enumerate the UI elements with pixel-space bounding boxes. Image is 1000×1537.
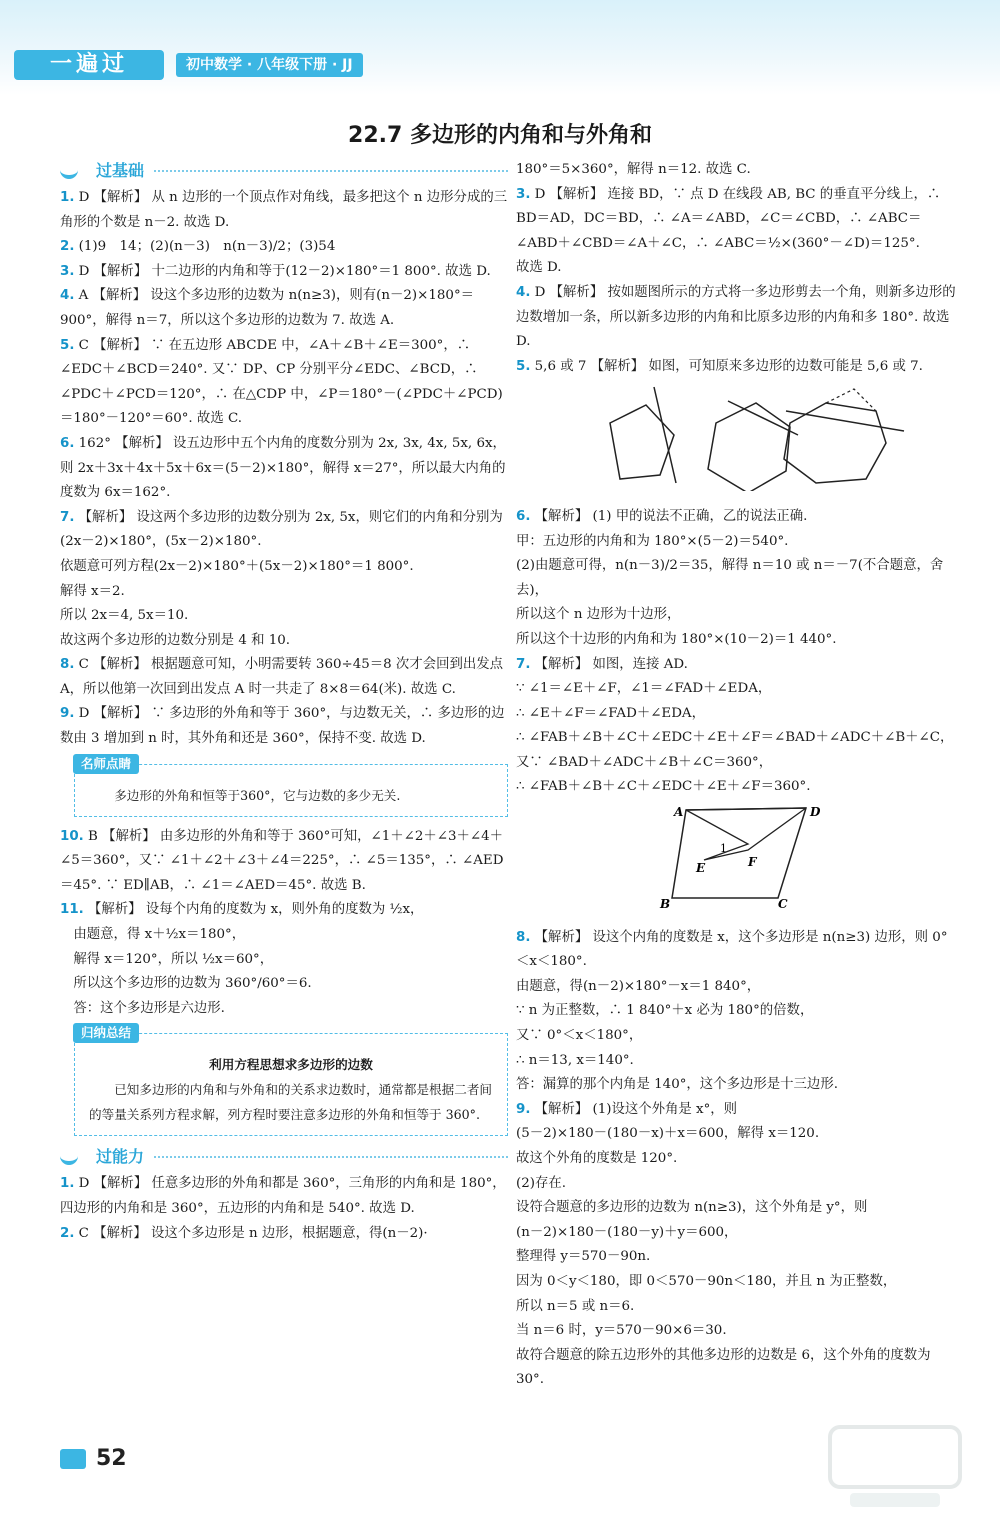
tip-tag: 名师点睛 (73, 754, 139, 774)
summary-text: 已知多边形的内角和与外角和的关系求边数时，通常都是根据二者间的等量关系列方程求解，列方程时要注意多边形的外角和恒等于 360°. (89, 1082, 492, 1123)
section-ability: 过能力 (60, 1144, 508, 1170)
tip-box (74, 755, 508, 817)
answer-list-right-1 (516, 158, 956, 379)
summary-box (74, 1025, 508, 1136)
page-number: 52 (60, 1446, 127, 1471)
summary-title: 利用方程思想求多边形的边数 (209, 1057, 373, 1073)
answer-item: 3. D 【解析】 连接 BD，∵ 点 D 在线段 AB, BC 的垂直平分线上，∴ BD＝AD，DC＝BD，∴ ∠A＝∠ABD，∠C＝∠CBD，∴ ∠ABC＝∠ABD＋∠CBD＝∠A＋∠C，∴ ∠ABC＝½×(360°－∠D)＝125°. 故选 D. (516, 186, 941, 276)
fig-label-1: 1 (720, 842, 727, 856)
smile-icon (60, 1149, 86, 1165)
answer-list-right-2 (516, 505, 956, 800)
answer-item: 7. 【解析】 如图，连接 AD. ∵ ∠1＝∠E＋∠F，∠1＝∠FAD＋∠EDA， ∴ ∠E＋∠F＝∠FAD＋∠EDA， ∴ ∠FAB＋∠B＋∠C＋∠EDC＋∠E＋∠F＝∠BAD＋∠ADC＋∠B＋∠C， 又∵ ∠BAD＋∠ADC＋∠B＋∠C＝360°， ∴ ∠FAB＋∠B＋∠C＋∠EDC＋∠E＋∠F＝360°. (516, 656, 954, 795)
brand-logo: 一遍过 (14, 50, 164, 80)
watermark-icon (820, 1417, 970, 1517)
answer-item: 7. 【解析】 设这两个多边形的边数分别为 2x, 5x，则它们的内角和分别为(2x－2)×180°，(5x－2)×180°. 依题意可列方程(2x－2)×180°＋(5x－2)×180°＝1 800°. 解得 x＝2. 所以 2x＝4, 5x＝10. 故这两个多边形的边数分别是 4 和 10. (60, 509, 503, 648)
header-band (0, 0, 1000, 95)
fig-label-c: C (778, 897, 788, 912)
fig-label-b: B (660, 897, 671, 912)
answer-item: 6. 162° 【解析】 设五边形中五个内角的度数分别为 2x, 3x, 4x, 5x, 6x，则 2x＋3x＋4x＋5x＋6x＝(5－2)×180°，解得 x＝27°，所以最大内角的度数为 6x＝162°. (60, 435, 506, 501)
answer-item: 1. D 【解析】 从 n 边形的一个顶点作对角线，最多把这个 n 边形分成的三角形的个数是 n－2. 故选 D. (60, 190, 508, 230)
answer-item: 4. D 【解析】 按如题图所示的方式将一多边形剪去一个角，则新多边形的边数增加一条，所以新多边形的内角和比原多边形的内角和多 180°. 故选 D. (516, 284, 956, 350)
answer-item: 2. C 【解析】 设这个多边形是 n 边形，根据题意，得(n－2)· (60, 1225, 428, 1241)
answer-item: 3. D 【解析】 十二边形的内角和等于(12－2)×180°＝1 800°. 故选 D. (60, 263, 491, 279)
answer-item: 5. 5,6 或 7 【解析】 如图，可知原来多边形的边数可能是 5,6 或 7. (516, 358, 923, 374)
fig-label-d: D (810, 805, 821, 820)
answer-list-basic-2 (60, 825, 508, 1022)
answer-list-ability (60, 1172, 508, 1246)
fig-label-e: E (696, 861, 706, 876)
answer-item: 180°＝5×360°，解得 n＝12. 故选 C. (516, 162, 751, 177)
polygon-cut-figure (516, 383, 956, 491)
answer-item: 1. D 【解析】 任意多边形的外角和都是 360°，三角形的内角和是 180°，四边形的内角和是 360°，五边形的内角和是 540°. 故选 D. (60, 1176, 506, 1216)
summary-tag: 归纳总结 (73, 1023, 139, 1043)
answer-item: 8. C 【解析】 根据题意可知，小明需要转 360÷45＝8 次才会回到出发点 A，所以他第一次回到出发点 A 时一共走了 8×8＝64(米). 故选 C. (60, 657, 504, 697)
series-label: 初中数学 · 八年级下册 · JJ (176, 53, 363, 77)
quadrilateral-figure (516, 804, 956, 912)
smile-icon (60, 163, 86, 179)
answer-item: 6. 【解析】 (1) 甲的说法不正确，乙的说法正确. 甲：五边形的内角和为 180°×(5－2)＝540°. (2)由题意可得，n(n－3)/2＝35，解得 n＝10 或 n＝－7(不合题意，舍去)， 所以这个 n 边形为十边形， 所以这个十边形的内角和为 180°×(10－2)＝1 440°. (516, 508, 944, 647)
answer-item: 8. 【解析】 设这个内角的度数是 x，这个多边形是 n(n≥3) 边形，则 0°＜x＜180°. 由题意，得(n－2)×180°－x＝1 840°， ∵ n 为正整数，∴ 1 840°＋x 必为 180°的倍数， 又∵ 0°＜x＜180°， ∴ n＝13, x＝140°. 答：漏算的那个内角是 140°，这个多边形是十三边形. (516, 929, 948, 1093)
section-basic: 过基础 (60, 158, 508, 184)
page-title: 22.7 多边形的内角和与外角和 (348, 123, 652, 148)
answer-item: 10. B 【解析】 由多边形的外角和等于 360°可知，∠1＋∠2＋∠3＋∠4＋∠5＝360°，又∵ ∠1＋∠2＋∠3＋∠4＝225°，∴ ∠5＝135°，∴ ∠AED＝45°. ∵ ED∥AB，∴ ∠1＝∠AED＝45°. 故选 B. (60, 828, 504, 893)
answer-item: 11. 【解析】 设每个内角的度数为 x，则外角的度数为 ½x， 由题意，得 x＋½x＝180°， 解得 x＝120°，所以 ½x＝60°， 所以这个多边形的边数为 360°/60°＝6. 答：这个多边形是六边形. (60, 902, 424, 1016)
right-column (516, 158, 956, 1393)
answer-list-basic (60, 186, 508, 752)
answer-item: 2. (1)9 14；(2)(n－3) n(n－3)/2；(3)54 (60, 239, 336, 255)
answer-item: 9. 【解析】 (1)设这个外角是 x°，则 (5－2)×180－(180－x)＋x＝600，解得 x＝120. 故这个外角的度数是 120°. (2)存在. 设符合题意的多边形的边数为 n(n≥3)，这个外角是 y°，则 (n－2)×180－(180－y)＋y＝600， 整理得 y＝570－90n. 因为 0＜y＜180，即 0＜570－90n＜180，并且 n 为正整数， 所以 n＝5 或 n＝6. 当 n＝6 时，y＝570－90×6＝30. 故符合题意的除五边形外的其他多边形的边数是 6，这个外角的度数为 30°. (516, 1101, 931, 1388)
fig-label-f: F (748, 855, 757, 870)
tip-text: 多边形的外角和恒等于360°，它与边数的多少无关. (114, 787, 401, 803)
fig-label-a: A (674, 805, 684, 820)
answer-list-right-3 (516, 926, 956, 1393)
page-square-icon (60, 1449, 86, 1469)
left-column (60, 158, 508, 1246)
answer-item: 5. C 【解析】 ∵ 在五边形 ABCDE 中，∠A＋∠B＋∠E＝300°，∴ ∠EDC＋∠BCD＝240°. 又∵ DP、CP 分别平分∠EDC、∠BCD，∴ ∠PDC＋∠PCD＝120°，∴ 在△CDP 中，∠P＝180°－(∠PDC＋∠PCD)＝180°－120°＝60°. 故选 C. (60, 337, 503, 427)
answer-item: 9. D 【解析】 ∵ 多边形的外角和等于 360°，与边数无关，∴ 多边形的边数由 3 增加到 n 时，其外角和还是 360°，保持不变. 故选 D. (60, 706, 505, 747)
answer-item: 4. A 【解析】 设这个多边形的边数为 n(n≥3)，则有(n－2)×180°＝900°，解得 n＝7，所以这个多边形的边数为 7. 故选 A. (60, 288, 475, 328)
